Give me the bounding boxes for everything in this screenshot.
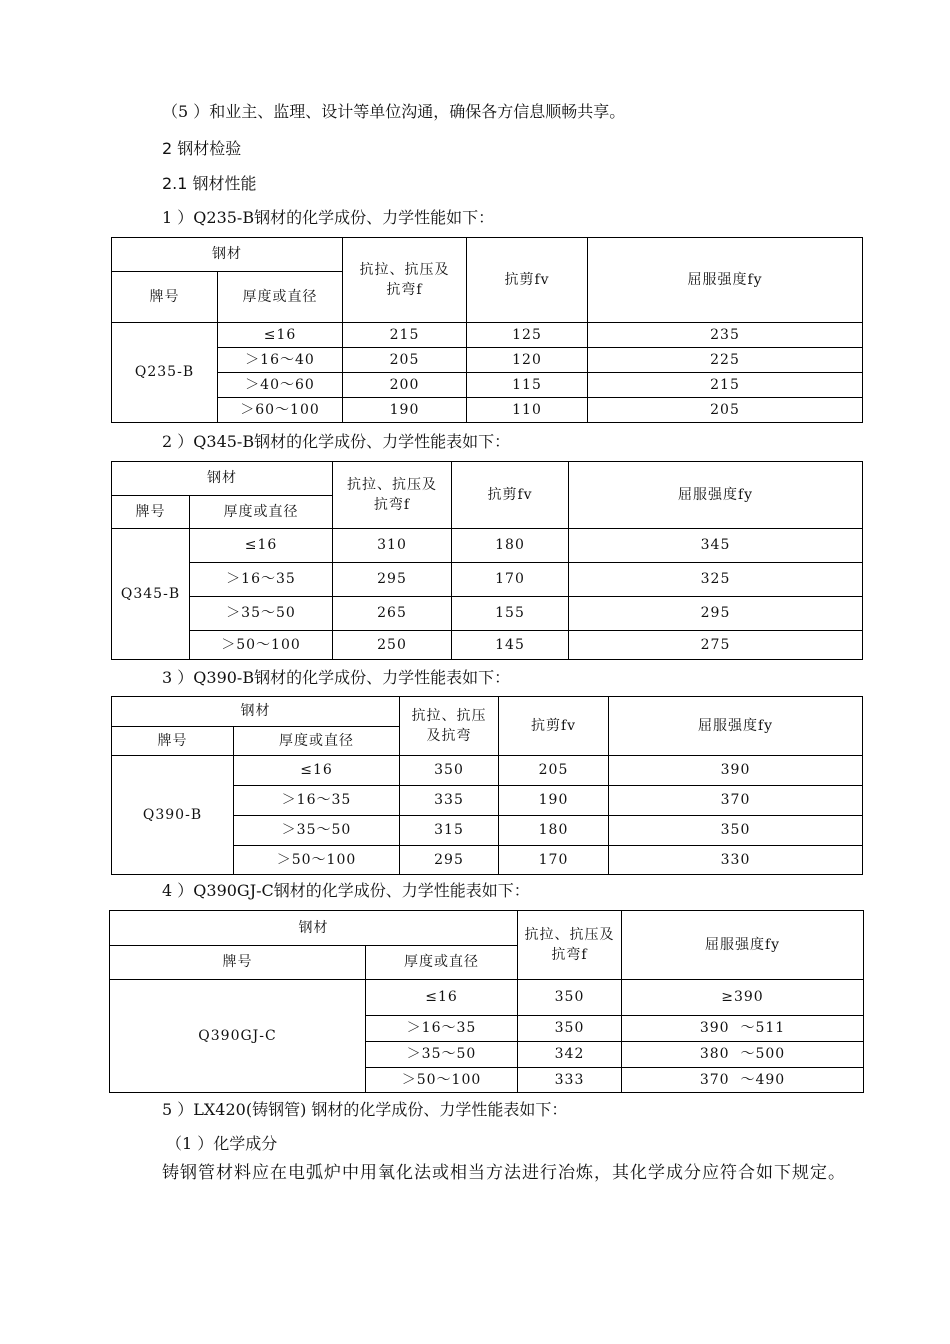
header-shear-fv: 抗剪fv bbox=[499, 697, 609, 756]
table-cell: 370 bbox=[609, 786, 863, 816]
header-tensile-f: 抗拉、抗压及抗弯 bbox=[400, 697, 499, 756]
table4-intro: 4 ）Q390GJ-C钢材的化学成份、力学性能表如下： bbox=[162, 881, 530, 900]
table-cell: 120 bbox=[467, 348, 588, 373]
table-cell: ＞60～100 bbox=[218, 398, 343, 423]
grade-cell: Q390GJ-C bbox=[110, 980, 366, 1093]
body-paragraph: 铸钢管材料应在电弧炉中用氧化法或相当方法进行冶炼，其化学成分应符合如下规定。 bbox=[162, 1163, 846, 1183]
header-thickness: 厚度或直径 bbox=[366, 946, 518, 980]
table-cell: ＞35～50 bbox=[366, 1042, 518, 1068]
sub-heading-chemical: （1 ）化学成分 bbox=[166, 1134, 278, 1153]
header-steel: 钢材 bbox=[112, 238, 343, 272]
header-grade: 牌号 bbox=[112, 272, 218, 323]
table-cell: 350 bbox=[518, 980, 622, 1016]
item-5-text: （5 ）和业主、监理、设计等单位沟通，确保各方信息顺畅共享。 bbox=[162, 102, 626, 121]
grade-cell: Q390-B bbox=[112, 756, 234, 875]
table-cell: ≥390 bbox=[622, 980, 864, 1016]
table-cell: 390 ～511 bbox=[622, 1016, 864, 1042]
header-steel: 钢材 bbox=[112, 697, 400, 727]
table-cell: ≤16 bbox=[366, 980, 518, 1016]
table-cell: 180 bbox=[452, 529, 569, 563]
header-yield-fy: 屈服强度fy bbox=[588, 238, 863, 323]
table-cell: 110 bbox=[467, 398, 588, 423]
header-shear-fv: 抗剪fv bbox=[452, 462, 569, 529]
table-cell: 235 bbox=[588, 323, 863, 348]
table-cell: ≤16 bbox=[218, 323, 343, 348]
table-cell: ＞16～35 bbox=[190, 563, 333, 597]
table-cell: 265 bbox=[333, 597, 452, 631]
table-cell: 310 bbox=[333, 529, 452, 563]
table-cell: ＞50～100 bbox=[190, 631, 333, 660]
table-cell: 225 bbox=[588, 348, 863, 373]
section-2-heading: 2 钢材检验 bbox=[162, 139, 242, 158]
header-yield-fy: 屈服强度fy bbox=[609, 697, 863, 756]
table-cell: ＞16～35 bbox=[366, 1016, 518, 1042]
table-cell: 325 bbox=[569, 563, 863, 597]
table-cell: 380 ～500 bbox=[622, 1042, 864, 1068]
table5-intro: 5 ）LX420(铸钢管) 钢材的化学成份、力学性能表如下： bbox=[162, 1100, 568, 1119]
table-cell: ≤16 bbox=[190, 529, 333, 563]
table-cell: 200 bbox=[343, 373, 467, 398]
table-cell: 190 bbox=[343, 398, 467, 423]
table-cell: 390 bbox=[609, 756, 863, 786]
header-steel: 钢材 bbox=[110, 911, 518, 946]
table-cell: ＞16～40 bbox=[218, 348, 343, 373]
header-thickness: 厚度或直径 bbox=[234, 727, 400, 756]
table-cell: 295 bbox=[569, 597, 863, 631]
table-cell: 315 bbox=[400, 816, 499, 846]
table-cell: 145 bbox=[452, 631, 569, 660]
table-q390gjc bbox=[109, 910, 864, 1093]
table-cell: ＞35～50 bbox=[190, 597, 333, 631]
grade-cell: Q345-B bbox=[112, 529, 190, 660]
header-thickness: 厚度或直径 bbox=[218, 272, 343, 323]
table-cell: ＞35～50 bbox=[234, 816, 400, 846]
header-grade: 牌号 bbox=[110, 946, 366, 980]
table-cell: 155 bbox=[452, 597, 569, 631]
table-cell: 205 bbox=[343, 348, 467, 373]
table-cell: 370 ～490 bbox=[622, 1068, 864, 1093]
table-cell: 350 bbox=[609, 816, 863, 846]
table-cell: 115 bbox=[467, 373, 588, 398]
table1-intro: 1 ）Q235-B钢材的化学成份、力学性能如下： bbox=[162, 208, 495, 227]
table-cell: ＞16～35 bbox=[234, 786, 400, 816]
table-q235b bbox=[111, 237, 863, 423]
table3-intro: 3 ）Q390-B钢材的化学成份、力学性能表如下： bbox=[162, 668, 511, 687]
table-q345b bbox=[111, 461, 863, 660]
table-cell: 333 bbox=[518, 1068, 622, 1093]
section-2-1-heading: 2.1 钢材性能 bbox=[162, 174, 257, 193]
table-cell: 180 bbox=[499, 816, 609, 846]
header-yield-fy: 屈服强度fy bbox=[569, 462, 863, 529]
table-cell: ≤16 bbox=[234, 756, 400, 786]
table-cell: 295 bbox=[333, 563, 452, 597]
table-cell: 335 bbox=[400, 786, 499, 816]
table-cell: 275 bbox=[569, 631, 863, 660]
table-cell: 170 bbox=[499, 846, 609, 875]
table-q390b bbox=[111, 696, 863, 875]
header-tensile-f: 抗拉、抗压及抗弯f bbox=[518, 911, 622, 980]
table-cell: 125 bbox=[467, 323, 588, 348]
table-cell: ＞50～100 bbox=[234, 846, 400, 875]
header-tensile-f: 抗拉、抗压及抗弯f bbox=[343, 238, 467, 323]
table-cell: ＞50～100 bbox=[366, 1068, 518, 1093]
table-cell: 190 bbox=[499, 786, 609, 816]
header-yield-fy: 屈服强度fy bbox=[622, 911, 864, 980]
table2-intro: 2 ）Q345-B钢材的化学成份、力学性能表如下： bbox=[162, 432, 511, 451]
table-cell: 295 bbox=[400, 846, 499, 875]
table-cell: 350 bbox=[518, 1016, 622, 1042]
table-cell: 345 bbox=[569, 529, 863, 563]
table-cell: 330 bbox=[609, 846, 863, 875]
table-cell: 215 bbox=[588, 373, 863, 398]
table-cell: ＞40～60 bbox=[218, 373, 343, 398]
header-grade: 牌号 bbox=[112, 727, 234, 756]
header-grade: 牌号 bbox=[112, 496, 190, 529]
table-cell: 215 bbox=[343, 323, 467, 348]
header-tensile-f: 抗拉、抗压及抗弯f bbox=[333, 462, 452, 529]
header-steel: 钢材 bbox=[112, 462, 333, 496]
header-shear-fv: 抗剪fv bbox=[467, 238, 588, 323]
table-cell: 170 bbox=[452, 563, 569, 597]
table-cell: 205 bbox=[499, 756, 609, 786]
grade-cell: Q235-B bbox=[112, 323, 218, 423]
table-cell: 205 bbox=[588, 398, 863, 423]
table-cell: 350 bbox=[400, 756, 499, 786]
header-thickness: 厚度或直径 bbox=[190, 496, 333, 529]
table-cell: 250 bbox=[333, 631, 452, 660]
table-cell: 342 bbox=[518, 1042, 622, 1068]
